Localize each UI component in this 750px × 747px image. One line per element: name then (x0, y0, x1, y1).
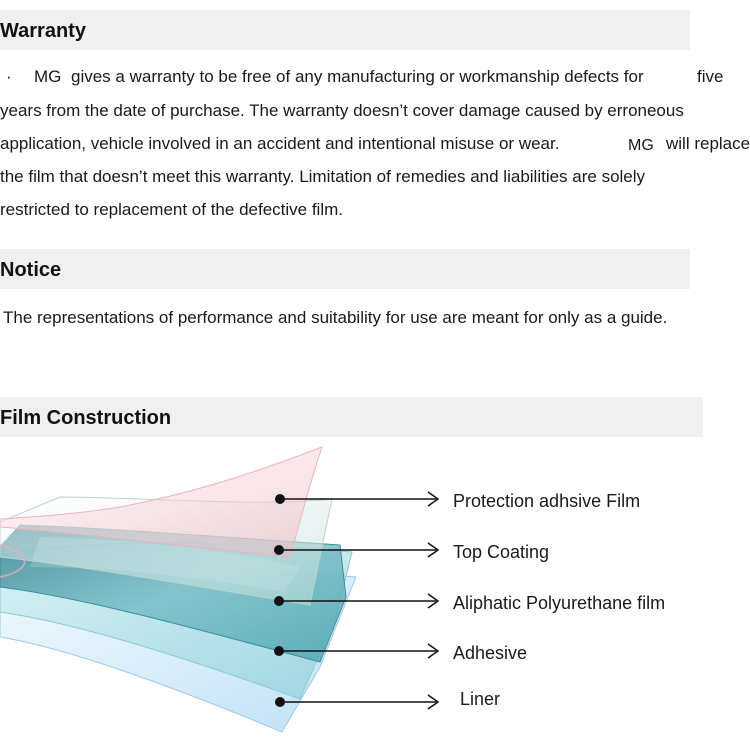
warranty-text-3: application, vehicle involved in an accident and intentional misuse or wear. (0, 134, 560, 153)
layer-label-top-coating: Top Coating (453, 542, 550, 562)
layer-label-adhesive: Adhesive (453, 643, 528, 663)
warranty-title: Warranty (0, 20, 86, 42)
notice-text: The representations of performance and suitability for use are meant for only as a guide. (3, 308, 668, 327)
warranty-line-2: years from the date of purchase. The warranty doesn’t cover damage caused by erroneous (0, 101, 684, 120)
warranty-line-5: restricted to replacement of the defective film. (0, 200, 343, 219)
film-layer-diagram (0, 427, 750, 747)
warranty-text-1: gives a warranty to be free of any manufacturing or workmanship defects for (71, 67, 644, 86)
warranty-line-4: the film that doesn’t meet this warranty. Limitation of remedies and liabilities are solely (0, 167, 646, 186)
notice-title: Notice (0, 259, 62, 281)
notice-header-bar (0, 249, 690, 289)
bullet: · (6, 67, 12, 86)
layer-label-liner: Liner (460, 689, 501, 709)
warranty-header-bar (0, 10, 690, 50)
warranty-text-3-end: will replace (666, 134, 750, 153)
brand-mg: MG (34, 67, 62, 86)
brand-mg: MG (628, 137, 654, 154)
warranty-text-1-end: five (697, 67, 724, 86)
film-construction-title: Film Construction (0, 407, 172, 429)
layer-label-pu-film: Aliphatic Polyurethane film (453, 593, 666, 613)
layer-label-protection: Protection adhsive Film (453, 491, 641, 511)
warranty-line-3 (0, 134, 750, 154)
